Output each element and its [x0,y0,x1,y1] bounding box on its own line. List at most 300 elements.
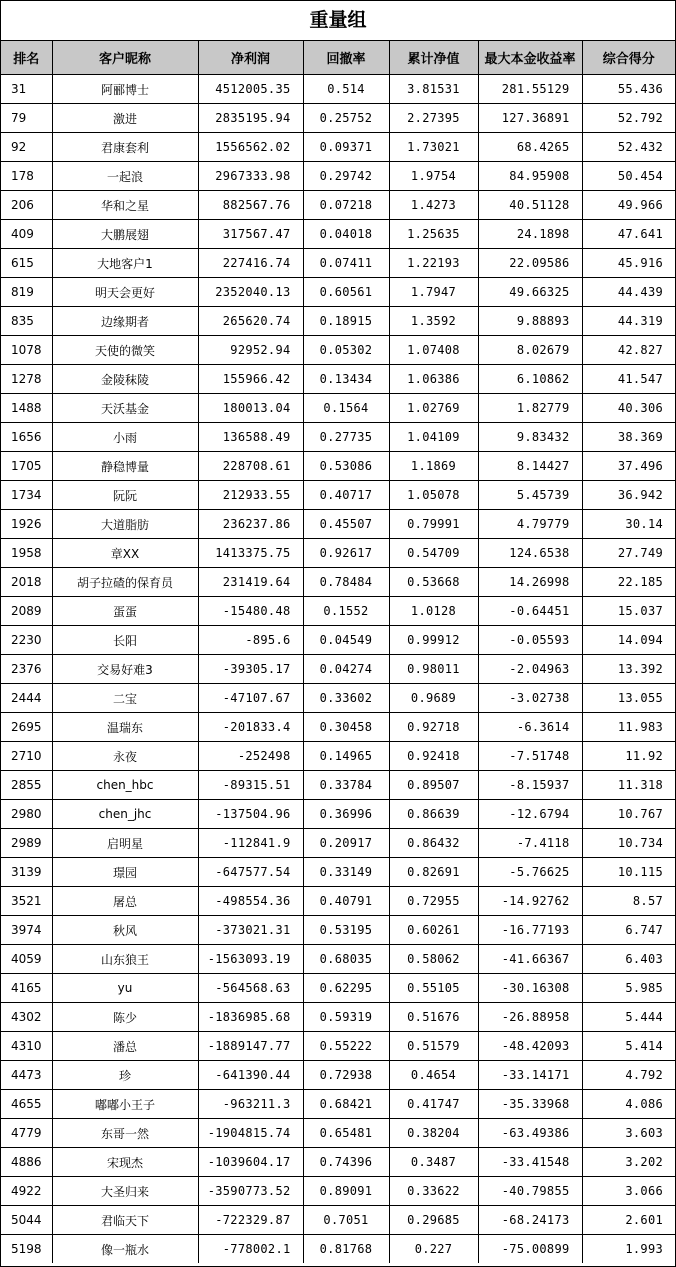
cell-rank: 2089 [1,597,52,626]
cell-nickname: 小雨 [52,423,198,452]
cell-nickname: 边缘期者 [52,307,198,336]
cell-rank: 2376 [1,655,52,684]
cell-nickname: 章XX [52,539,198,568]
cell-rank: 1926 [1,510,52,539]
cell-max-return: -26.88958 [478,1003,582,1032]
cell-drawdown: 0.514 [303,75,389,104]
cell-nickname: 金陵秣陵 [52,365,198,394]
table-row [1,655,675,684]
cell-drawdown: 0.25752 [303,104,389,133]
table-row [1,104,675,133]
table-row [1,858,675,887]
cell-nickname: 大地客户1 [52,249,198,278]
col-header-cumulative-nav: 累计净值 [389,41,478,75]
cell-rank: 2444 [1,684,52,713]
cell-score: 11.92 [582,742,675,771]
cell-cumulative-nav: 0.3487 [389,1148,478,1177]
cell-max-return: -2.04963 [478,655,582,684]
cell-score: 13.392 [582,655,675,684]
cell-rank: 819 [1,278,52,307]
cell-rank: 1656 [1,423,52,452]
table-row [1,278,675,307]
cell-drawdown: 0.1552 [303,597,389,626]
table-row [1,684,675,713]
cell-nickname: 秋风 [52,916,198,945]
cell-rank: 206 [1,191,52,220]
cell-cumulative-nav: 0.60261 [389,916,478,945]
cell-net-profit: -47107.67 [198,684,303,713]
cell-score: 3.202 [582,1148,675,1177]
cell-cumulative-nav: 1.05078 [389,481,478,510]
col-header-nickname: 客户昵称 [52,41,198,75]
table-row [1,220,675,249]
cell-rank: 1705 [1,452,52,481]
table-row [1,249,675,278]
cell-cumulative-nav: 1.25635 [389,220,478,249]
table-body [1,75,675,1264]
table-row [1,829,675,858]
cell-cumulative-nav: 0.41747 [389,1090,478,1119]
cell-max-return: -8.15937 [478,771,582,800]
cell-drawdown: 0.55222 [303,1032,389,1061]
cell-nickname: 大鹏展翅 [52,220,198,249]
cell-net-profit: 4512005.35 [198,75,303,104]
cell-rank: 409 [1,220,52,249]
cell-max-return: -0.64451 [478,597,582,626]
cell-cumulative-nav: 1.07408 [389,336,478,365]
cell-drawdown: 0.18915 [303,307,389,336]
table-row [1,452,675,481]
cell-max-return: 281.55129 [478,75,582,104]
cell-cumulative-nav: 0.58062 [389,945,478,974]
table-row [1,626,675,655]
cell-drawdown: 0.33602 [303,684,389,713]
cell-rank: 4310 [1,1032,52,1061]
cell-max-return: -0.05593 [478,626,582,655]
cell-max-return: -48.42093 [478,1032,582,1061]
cell-max-return: -7.4118 [478,829,582,858]
cell-rank: 3521 [1,887,52,916]
table-row [1,133,675,162]
cell-score: 10.767 [582,800,675,829]
cell-drawdown: 0.92617 [303,539,389,568]
cell-cumulative-nav: 1.02769 [389,394,478,423]
cell-rank: 835 [1,307,52,336]
cell-score: 4.792 [582,1061,675,1090]
cell-nickname: 一起浪 [52,162,198,191]
cell-drawdown: 0.72938 [303,1061,389,1090]
cell-drawdown: 0.68035 [303,945,389,974]
cell-rank: 178 [1,162,52,191]
cell-nickname: 交易好难3 [52,655,198,684]
table-row [1,510,675,539]
cell-max-return: -40.79855 [478,1177,582,1206]
cell-nickname: 温瑞东 [52,713,198,742]
cell-rank: 2695 [1,713,52,742]
cell-score: 2.601 [582,1206,675,1235]
cell-net-profit: 92952.94 [198,336,303,365]
cell-drawdown: 0.40791 [303,887,389,916]
cell-nickname: 君临天下 [52,1206,198,1235]
table-row [1,974,675,1003]
cell-drawdown: 0.78484 [303,568,389,597]
cell-score: 27.749 [582,539,675,568]
cell-cumulative-nav: 3.81531 [389,75,478,104]
cell-rank: 1734 [1,481,52,510]
cell-cumulative-nav: 1.9754 [389,162,478,191]
cell-nickname: 永夜 [52,742,198,771]
sheet-title: 重量组 [1,1,675,41]
cell-nickname: 天沃基金 [52,394,198,423]
cell-nickname: 阮阮 [52,481,198,510]
cell-score: 55.436 [582,75,675,104]
table-row [1,1119,675,1148]
table-row [1,394,675,423]
cell-score: 38.369 [582,423,675,452]
cell-score: 10.734 [582,829,675,858]
cell-rank: 2855 [1,771,52,800]
cell-nickname: 嘟嘟小王子 [52,1090,198,1119]
cell-max-return: -33.14171 [478,1061,582,1090]
cell-drawdown: 0.27735 [303,423,389,452]
cell-nickname: 屠总 [52,887,198,916]
cell-drawdown: 0.74396 [303,1148,389,1177]
cell-net-profit: 228708.61 [198,452,303,481]
header-row [1,41,675,75]
cell-net-profit: -895.6 [198,626,303,655]
cell-drawdown: 0.62295 [303,974,389,1003]
cell-cumulative-nav: 0.51676 [389,1003,478,1032]
cell-rank: 79 [1,104,52,133]
cell-cumulative-nav: 0.72955 [389,887,478,916]
cell-rank: 4473 [1,1061,52,1090]
cell-score: 6.403 [582,945,675,974]
cell-cumulative-nav: 2.27395 [389,104,478,133]
cell-drawdown: 0.45507 [303,510,389,539]
cell-net-profit: -1563093.19 [198,945,303,974]
cell-drawdown: 0.33149 [303,858,389,887]
cell-max-return: 4.79779 [478,510,582,539]
table-row [1,423,675,452]
cell-max-return: 84.95908 [478,162,582,191]
cell-nickname: 珍 [52,1061,198,1090]
cell-net-profit: -963211.3 [198,1090,303,1119]
table-row [1,481,675,510]
table-row [1,307,675,336]
cell-score: 13.055 [582,684,675,713]
cell-net-profit: 227416.74 [198,249,303,278]
cell-nickname: 大圣归来 [52,1177,198,1206]
cell-max-return: 8.02679 [478,336,582,365]
table-row [1,800,675,829]
cell-net-profit: 265620.74 [198,307,303,336]
cell-cumulative-nav: 1.3592 [389,307,478,336]
cell-drawdown: 0.04018 [303,220,389,249]
cell-net-profit: -1039604.17 [198,1148,303,1177]
cell-max-return: -41.66367 [478,945,582,974]
cell-nickname: 华和之星 [52,191,198,220]
cell-nickname: 明天会更好 [52,278,198,307]
cell-max-return: -3.02738 [478,684,582,713]
cell-cumulative-nav: 0.9689 [389,684,478,713]
cell-cumulative-nav: 0.86432 [389,829,478,858]
cell-net-profit: -722329.87 [198,1206,303,1235]
cell-rank: 4779 [1,1119,52,1148]
cell-cumulative-nav: 0.79991 [389,510,478,539]
cell-drawdown: 0.05302 [303,336,389,365]
cell-net-profit: 1556562.02 [198,133,303,162]
cell-score: 52.792 [582,104,675,133]
cell-net-profit: 882567.76 [198,191,303,220]
cell-cumulative-nav: 1.73021 [389,133,478,162]
cell-score: 4.086 [582,1090,675,1119]
cell-max-return: -5.76625 [478,858,582,887]
cell-rank: 4655 [1,1090,52,1119]
cell-max-return: -14.92762 [478,887,582,916]
cell-rank: 2710 [1,742,52,771]
cell-rank: 31 [1,75,52,104]
cell-drawdown: 0.29742 [303,162,389,191]
cell-nickname: 像一瓶水 [52,1235,198,1264]
cell-net-profit: -373021.31 [198,916,303,945]
cell-score: 11.983 [582,713,675,742]
cell-score: 3.066 [582,1177,675,1206]
cell-nickname: 蛋蛋 [52,597,198,626]
cell-drawdown: 0.04549 [303,626,389,655]
cell-max-return: -16.77193 [478,916,582,945]
cell-nickname: 二宝 [52,684,198,713]
cell-max-return: 1.82779 [478,394,582,423]
cell-drawdown: 0.81768 [303,1235,389,1264]
table-row [1,1206,675,1235]
cell-nickname: 璟园 [52,858,198,887]
cell-nickname: chen_jhc [52,800,198,829]
cell-nickname: chen_hbc [52,771,198,800]
cell-score: 10.115 [582,858,675,887]
cell-drawdown: 0.40717 [303,481,389,510]
cell-drawdown: 0.68421 [303,1090,389,1119]
cell-cumulative-nav: 0.92418 [389,742,478,771]
table-row [1,1148,675,1177]
cell-nickname: 静稳博量 [52,452,198,481]
cell-drawdown: 0.59319 [303,1003,389,1032]
cell-cumulative-nav: 0.33622 [389,1177,478,1206]
cell-cumulative-nav: 0.51579 [389,1032,478,1061]
cell-score: 11.318 [582,771,675,800]
cell-cumulative-nav: 1.06386 [389,365,478,394]
cell-max-return: -7.51748 [478,742,582,771]
cell-score: 3.603 [582,1119,675,1148]
cell-net-profit: -3590773.52 [198,1177,303,1206]
cell-max-return: -63.49386 [478,1119,582,1148]
cell-drawdown: 0.7051 [303,1206,389,1235]
cell-net-profit: -252498 [198,742,303,771]
cell-cumulative-nav: 0.86639 [389,800,478,829]
col-header-net-profit: 净利润 [198,41,303,75]
cell-nickname: 激进 [52,104,198,133]
table-row [1,568,675,597]
cell-drawdown: 0.07218 [303,191,389,220]
cell-max-return: -68.24173 [478,1206,582,1235]
cell-score: 5.414 [582,1032,675,1061]
cell-max-return: -6.3614 [478,713,582,742]
cell-score: 1.993 [582,1235,675,1264]
cell-max-return: -75.00899 [478,1235,582,1264]
table-row [1,1090,675,1119]
table-row [1,713,675,742]
cell-cumulative-nav: 0.4654 [389,1061,478,1090]
cell-nickname: 天使的微笑 [52,336,198,365]
col-header-score: 综合得分 [582,41,675,75]
cell-rank: 1078 [1,336,52,365]
cell-max-return: 6.10862 [478,365,582,394]
cell-net-profit: 2352040.13 [198,278,303,307]
table-row [1,365,675,394]
cell-net-profit: 155966.42 [198,365,303,394]
cell-max-return: 8.14427 [478,452,582,481]
cell-net-profit: 236237.86 [198,510,303,539]
cell-cumulative-nav: 0.89507 [389,771,478,800]
cell-rank: 5198 [1,1235,52,1264]
cell-drawdown: 0.53195 [303,916,389,945]
cell-nickname: 阿郦博士 [52,75,198,104]
cell-nickname: 山东狼王 [52,945,198,974]
cell-drawdown: 0.30458 [303,713,389,742]
cell-max-return: 68.4265 [478,133,582,162]
cell-cumulative-nav: 1.0128 [389,597,478,626]
cell-cumulative-nav: 0.53668 [389,568,478,597]
table-row [1,162,675,191]
cell-drawdown: 0.14965 [303,742,389,771]
cell-rank: 3139 [1,858,52,887]
cell-net-profit: -564568.63 [198,974,303,1003]
table-row [1,742,675,771]
table-row [1,945,675,974]
cell-net-profit: -1889147.77 [198,1032,303,1061]
cell-rank: 2230 [1,626,52,655]
table-row [1,539,675,568]
cell-cumulative-nav: 1.22193 [389,249,478,278]
table-row [1,336,675,365]
cell-rank: 4302 [1,1003,52,1032]
cell-rank: 1958 [1,539,52,568]
table-row [1,191,675,220]
cell-cumulative-nav: 0.54709 [389,539,478,568]
cell-net-profit: -15480.48 [198,597,303,626]
cell-rank: 3974 [1,916,52,945]
cell-score: 5.985 [582,974,675,1003]
table-row [1,1061,675,1090]
cell-drawdown: 0.65481 [303,1119,389,1148]
cell-net-profit: -498554.36 [198,887,303,916]
cell-score: 36.942 [582,481,675,510]
cell-max-return: 124.6538 [478,539,582,568]
cell-cumulative-nav: 1.4273 [389,191,478,220]
cell-rank: 1488 [1,394,52,423]
cell-cumulative-nav: 1.04109 [389,423,478,452]
cell-nickname: 东哥一然 [52,1119,198,1148]
cell-net-profit: 2967333.98 [198,162,303,191]
cell-max-return: 14.26998 [478,568,582,597]
cell-net-profit: -1904815.74 [198,1119,303,1148]
cell-cumulative-nav: 0.99912 [389,626,478,655]
cell-cumulative-nav: 0.227 [389,1235,478,1264]
cell-nickname: 胡子拉碴的保育员 [52,568,198,597]
cell-drawdown: 0.04274 [303,655,389,684]
cell-drawdown: 0.07411 [303,249,389,278]
table-row [1,597,675,626]
cell-nickname: 君康套利 [52,133,198,162]
cell-score: 22.185 [582,568,675,597]
cell-max-return: 5.45739 [478,481,582,510]
cell-max-return: 9.88893 [478,307,582,336]
cell-max-return: -12.6794 [478,800,582,829]
cell-score: 52.432 [582,133,675,162]
cell-max-return: 9.83432 [478,423,582,452]
cell-cumulative-nav: 1.1869 [389,452,478,481]
cell-score: 49.966 [582,191,675,220]
cell-max-return: 49.66325 [478,278,582,307]
cell-nickname: 大道脂肪 [52,510,198,539]
cell-score: 30.14 [582,510,675,539]
cell-drawdown: 0.60561 [303,278,389,307]
cell-net-profit: -137504.96 [198,800,303,829]
cell-score: 44.319 [582,307,675,336]
cell-max-return: 127.36891 [478,104,582,133]
cell-cumulative-nav: 0.82691 [389,858,478,887]
cell-drawdown: 0.36996 [303,800,389,829]
cell-nickname: 潘总 [52,1032,198,1061]
cell-net-profit: 180013.04 [198,394,303,423]
cell-drawdown: 0.1564 [303,394,389,423]
cell-cumulative-nav: 0.29685 [389,1206,478,1235]
cell-rank: 4059 [1,945,52,974]
cell-net-profit: -201833.4 [198,713,303,742]
cell-cumulative-nav: 1.7947 [389,278,478,307]
col-header-rank: 排名 [1,41,52,75]
cell-max-return: 24.1898 [478,220,582,249]
cell-rank: 2018 [1,568,52,597]
table-row [1,75,675,104]
cell-net-profit: -778002.1 [198,1235,303,1264]
cell-max-return: -30.16308 [478,974,582,1003]
cell-score: 5.444 [582,1003,675,1032]
cell-nickname: 启明星 [52,829,198,858]
cell-score: 47.641 [582,220,675,249]
table-row [1,1235,675,1264]
cell-score: 41.547 [582,365,675,394]
cell-cumulative-nav: 0.38204 [389,1119,478,1148]
cell-drawdown: 0.20917 [303,829,389,858]
cell-drawdown: 0.13434 [303,365,389,394]
cell-score: 37.496 [582,452,675,481]
cell-net-profit: 212933.55 [198,481,303,510]
cell-max-return: -35.33968 [478,1090,582,1119]
cell-rank: 1278 [1,365,52,394]
cell-score: 44.439 [582,278,675,307]
cell-nickname: yu [52,974,198,1003]
cell-score: 50.454 [582,162,675,191]
col-header-max-return: 最大本金收益率 [478,41,582,75]
table-row [1,887,675,916]
cell-nickname: 陈少 [52,1003,198,1032]
cell-net-profit: -112841.9 [198,829,303,858]
cell-max-return: 40.51128 [478,191,582,220]
cell-drawdown: 0.33784 [303,771,389,800]
cell-score: 15.037 [582,597,675,626]
cell-score: 40.306 [582,394,675,423]
cell-cumulative-nav: 0.92718 [389,713,478,742]
